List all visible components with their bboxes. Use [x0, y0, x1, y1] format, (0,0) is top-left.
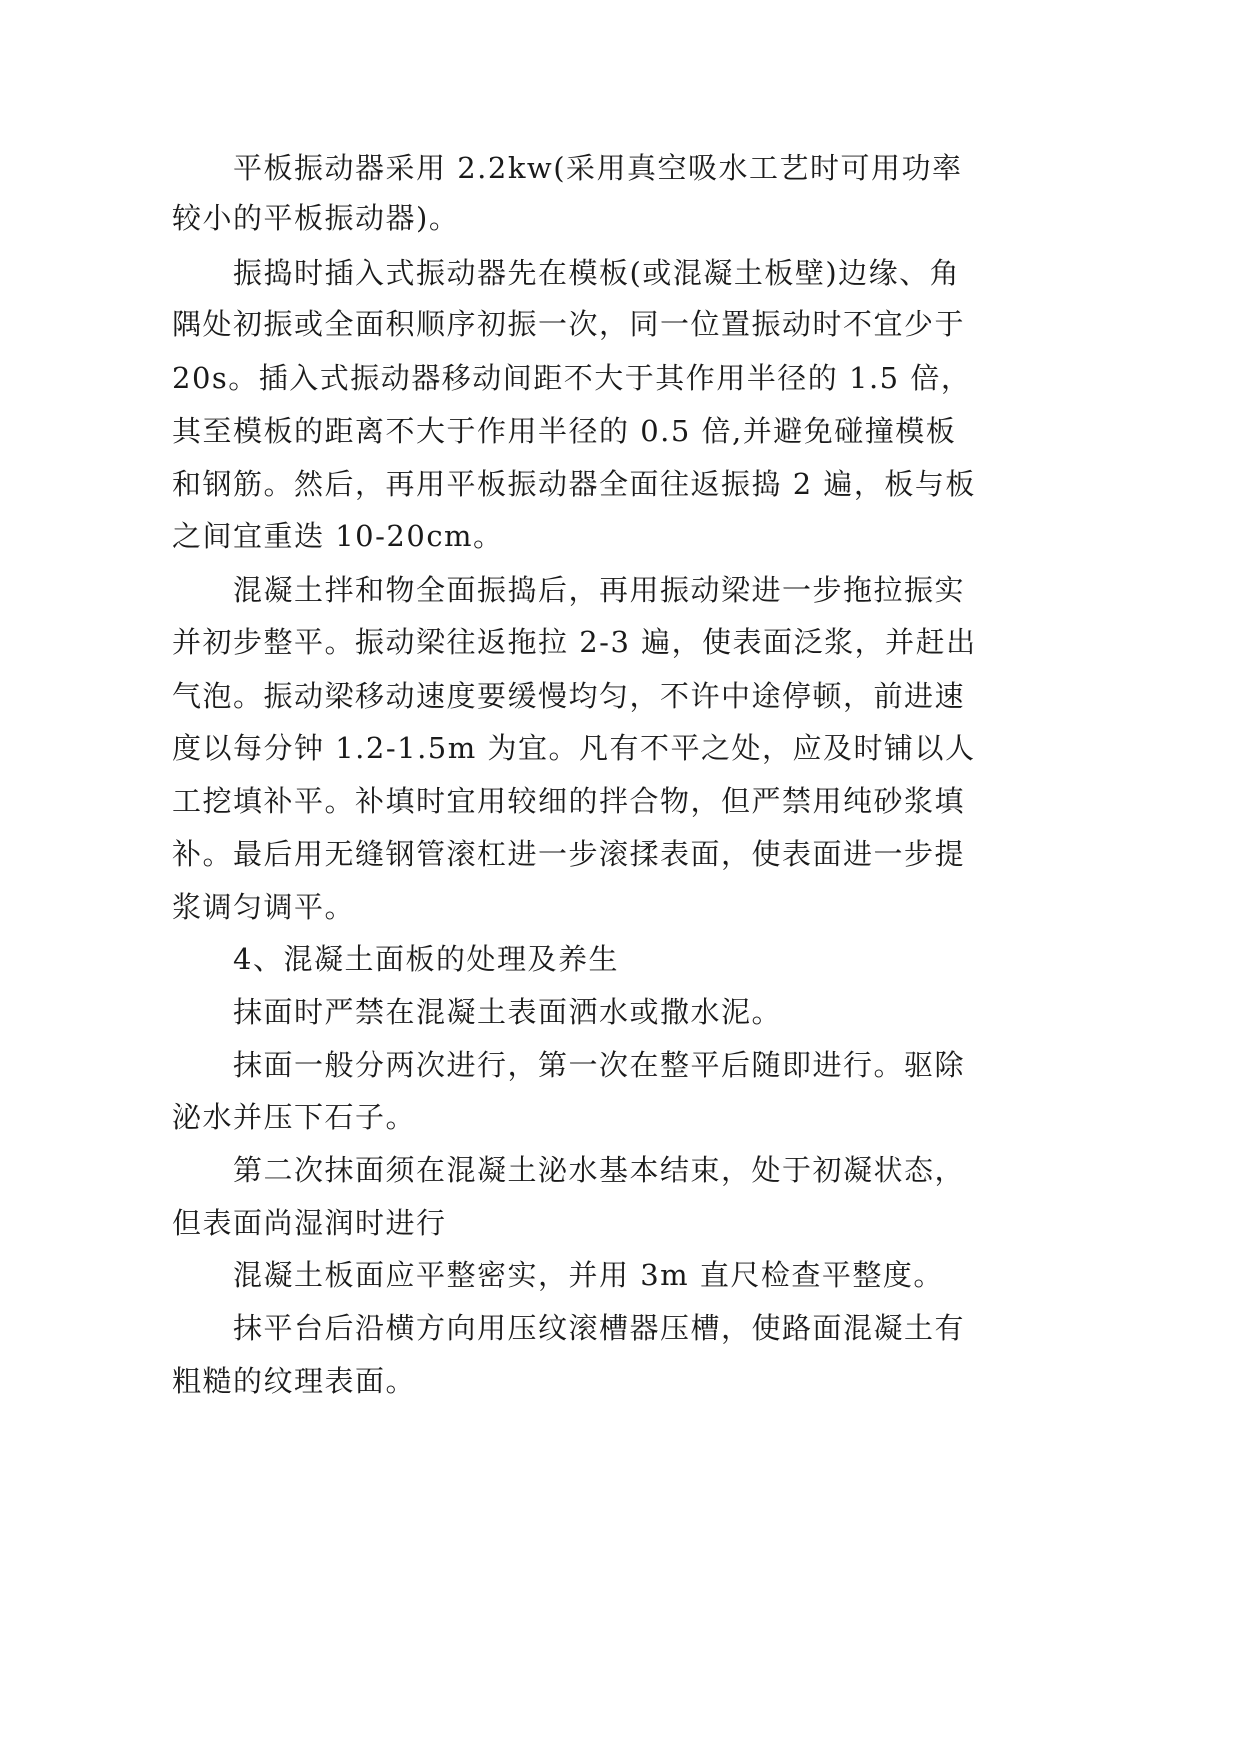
text-line: 泌水并压下石子。	[172, 1100, 417, 1134]
text-line: 抹面时严禁在混凝土表面洒水或撒水泥。	[233, 995, 783, 1029]
text-line: 浆调匀调平。	[172, 890, 356, 924]
text-line: 之间宜重迭 10-20cm。	[172, 519, 504, 553]
text-line: 隅处初振或全面积顺序初振一次，同一位置振动时不宜少于	[172, 307, 966, 341]
text-line: 粗糙的纹理表面。	[172, 1364, 417, 1398]
text-line: 并初步整平。振动梁往返拖拉 2-3 遍，使表面泛浆，并赶出	[172, 625, 977, 659]
text-line: 抹平台后沿横方向用压纹滚槽器压槽，使路面混凝土有	[233, 1311, 966, 1345]
text-line: 混凝土板面应平整密实，并用 3m 直尺检查平整度。	[233, 1258, 944, 1292]
text-line: 混凝土拌和物全面振捣后，再用振动梁进一步拖拉振实	[233, 573, 966, 607]
text-line: 其至模板的距离不大于作用半径的 0.5 倍,并避免碰撞模板	[172, 414, 957, 448]
text-line: 气泡。振动梁移动速度要缓慢均匀，不许中途停顿，前进速	[172, 679, 966, 713]
text-line: 工挖填补平。补填时宜用较细的拌合物，但严禁用纯砂浆填	[172, 784, 966, 818]
text-line: 补。最后用无缝钢管滚杠进一步滚揉表面，使表面进一步提	[172, 837, 966, 871]
text-line: 和钢筋。然后，再用平板振动器全面往返振捣 2 遍，板与板	[172, 467, 976, 501]
text-line: 第二次抹面须在混凝土泌水基本结束，处于初凝状态，	[233, 1153, 966, 1187]
section-heading: 4、混凝土面板的处理及养生	[233, 942, 619, 976]
text-line: 但表面尚湿润时进行	[172, 1206, 447, 1240]
text-line: 度以每分钟 1.2-1.5m 为宜。凡有不平之处，应及时铺以人	[172, 731, 976, 765]
text-line: 较小的平板振动器)。	[172, 201, 460, 235]
text-line: 平板振动器采用 2.2kw(采用真空吸水工艺时可用功率	[233, 151, 963, 185]
text-line: 抹面一般分两次进行，第一次在整平后随即进行。驱除	[233, 1048, 966, 1082]
text-line: 20s。插入式振动器移动间距不大于其作用半径的 1.5 倍，	[172, 361, 972, 395]
text-line: 振捣时插入式振动器先在模板(或混凝土板壁)边缘、角	[233, 256, 961, 290]
